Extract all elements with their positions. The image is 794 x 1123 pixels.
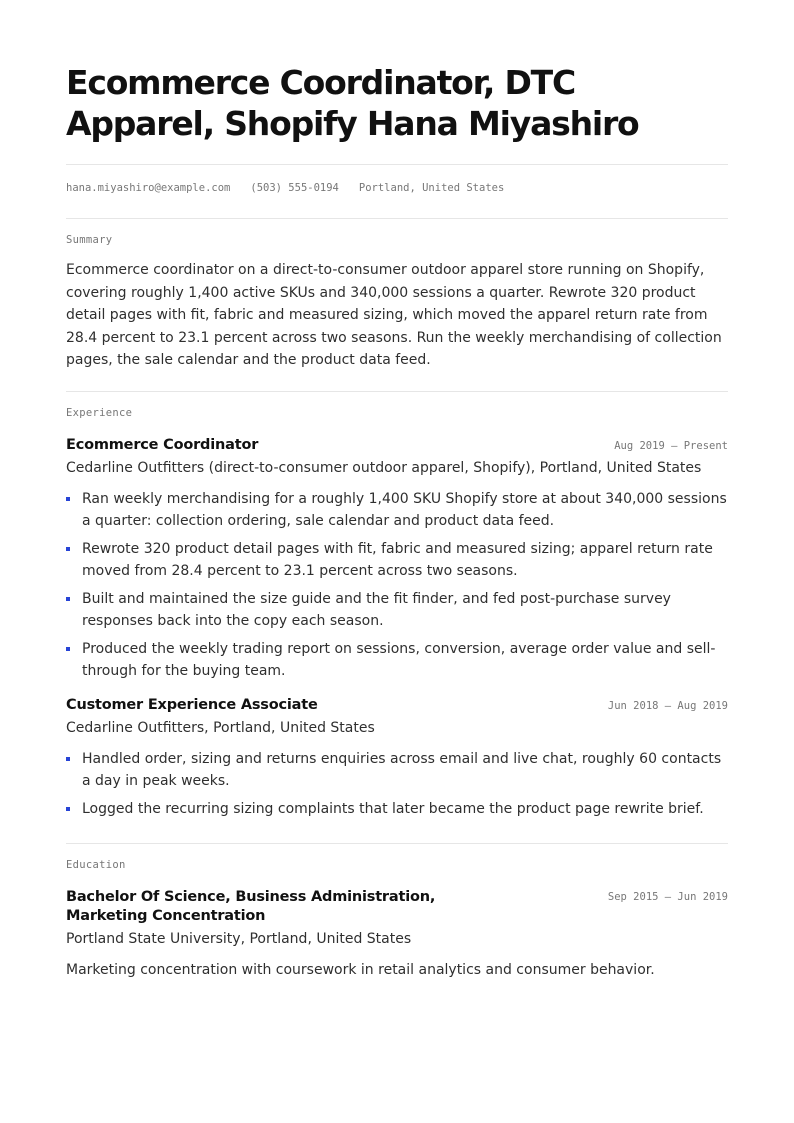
contact-line (66, 165, 728, 218)
job-bullets (66, 488, 728, 682)
contact-email[interactable]: hana.miyashiro@example.com (66, 182, 231, 194)
contact-phone: (503) 555-0194 (250, 182, 339, 194)
bullet-item: Rewrote 320 product detail pages with fit, fabric and measured sizing; apparel return rate moved from 28.4 percent to 23.1 percent across two seasons. (66, 538, 728, 582)
job-dates: Aug 2019 — Present (614, 439, 728, 452)
section-heading-summary: Summary (66, 234, 113, 246)
job-bullets (66, 748, 728, 820)
education-note: Marketing concentration with coursework in retail analytics and consumer behavior. (66, 961, 655, 978)
bullet-item: Handled order, sizing and returns enquiries across email and live chat, roughly 60 contacts a day in peak weeks. (66, 748, 728, 792)
job-entry (66, 696, 728, 820)
bullet-item: Produced the weekly trading report on sessions, conversion, average order value and sell-through for the buying team. (66, 638, 728, 682)
section-heading-education: Education (66, 858, 126, 871)
bullet-item: Built and maintained the size guide and the fit finder, and fed post-purchase survey responses back into the copy each season. (66, 588, 728, 632)
job-title: Ecommerce Coordinator (66, 436, 259, 453)
education-section (66, 859, 728, 982)
education-dates: Sep 2015 — Jun 2019 (607, 890, 728, 903)
job-organization: Cedarline Outfitters (direct-to-consumer outdoor apparel, Shopify), Portland, United States (66, 459, 702, 476)
job-dates: Jun 2018 — Aug 2019 (607, 699, 728, 712)
job-entry (66, 436, 728, 682)
section-heading-experience: Experience (66, 406, 133, 419)
summary-text: Ecommerce coordinator on a direct-to-consumer outdoor apparel store running on Shopify, covering roughly 1,400 active SKUs and 340,000 sessions a quarter. Rewrote 320 product detail pages with fit, fabric and measured sizing, which moved the apparel return rate from 28.4 percent to 23.1 percent across two seasons. Run the weekly merchandising of collection pages, the sale calendar and the product data feed. (66, 262, 722, 368)
bullet-item: Ran weekly merchandising for a roughly 1,400 SKU Shopify store at about 340,000 sessions a quarter: collection ordering, sale calendar and product data feed. (66, 488, 728, 532)
education-entry (66, 888, 728, 982)
summary-section (66, 234, 728, 372)
divider (66, 843, 728, 844)
divider (66, 218, 728, 219)
school-name: Portland State University, Portland, United States (66, 930, 412, 947)
job-organization: Cedarline Outfitters, Portland, United States (66, 719, 375, 736)
experience-section (66, 407, 728, 820)
job-title: Customer Experience Associate (66, 696, 318, 713)
degree-title: Bachelor Of Science, Business Administration, Marketing Concentration (66, 888, 436, 924)
contact-location: Portland, United States (358, 182, 505, 194)
bullet-item: Logged the recurring sizing complaints that later became the product page rewrite brief. (66, 798, 728, 820)
divider (66, 391, 728, 392)
page-title: Ecommerce Coordinator, DTC Apparel, Shopify Hana Miyashiro (66, 63, 639, 143)
